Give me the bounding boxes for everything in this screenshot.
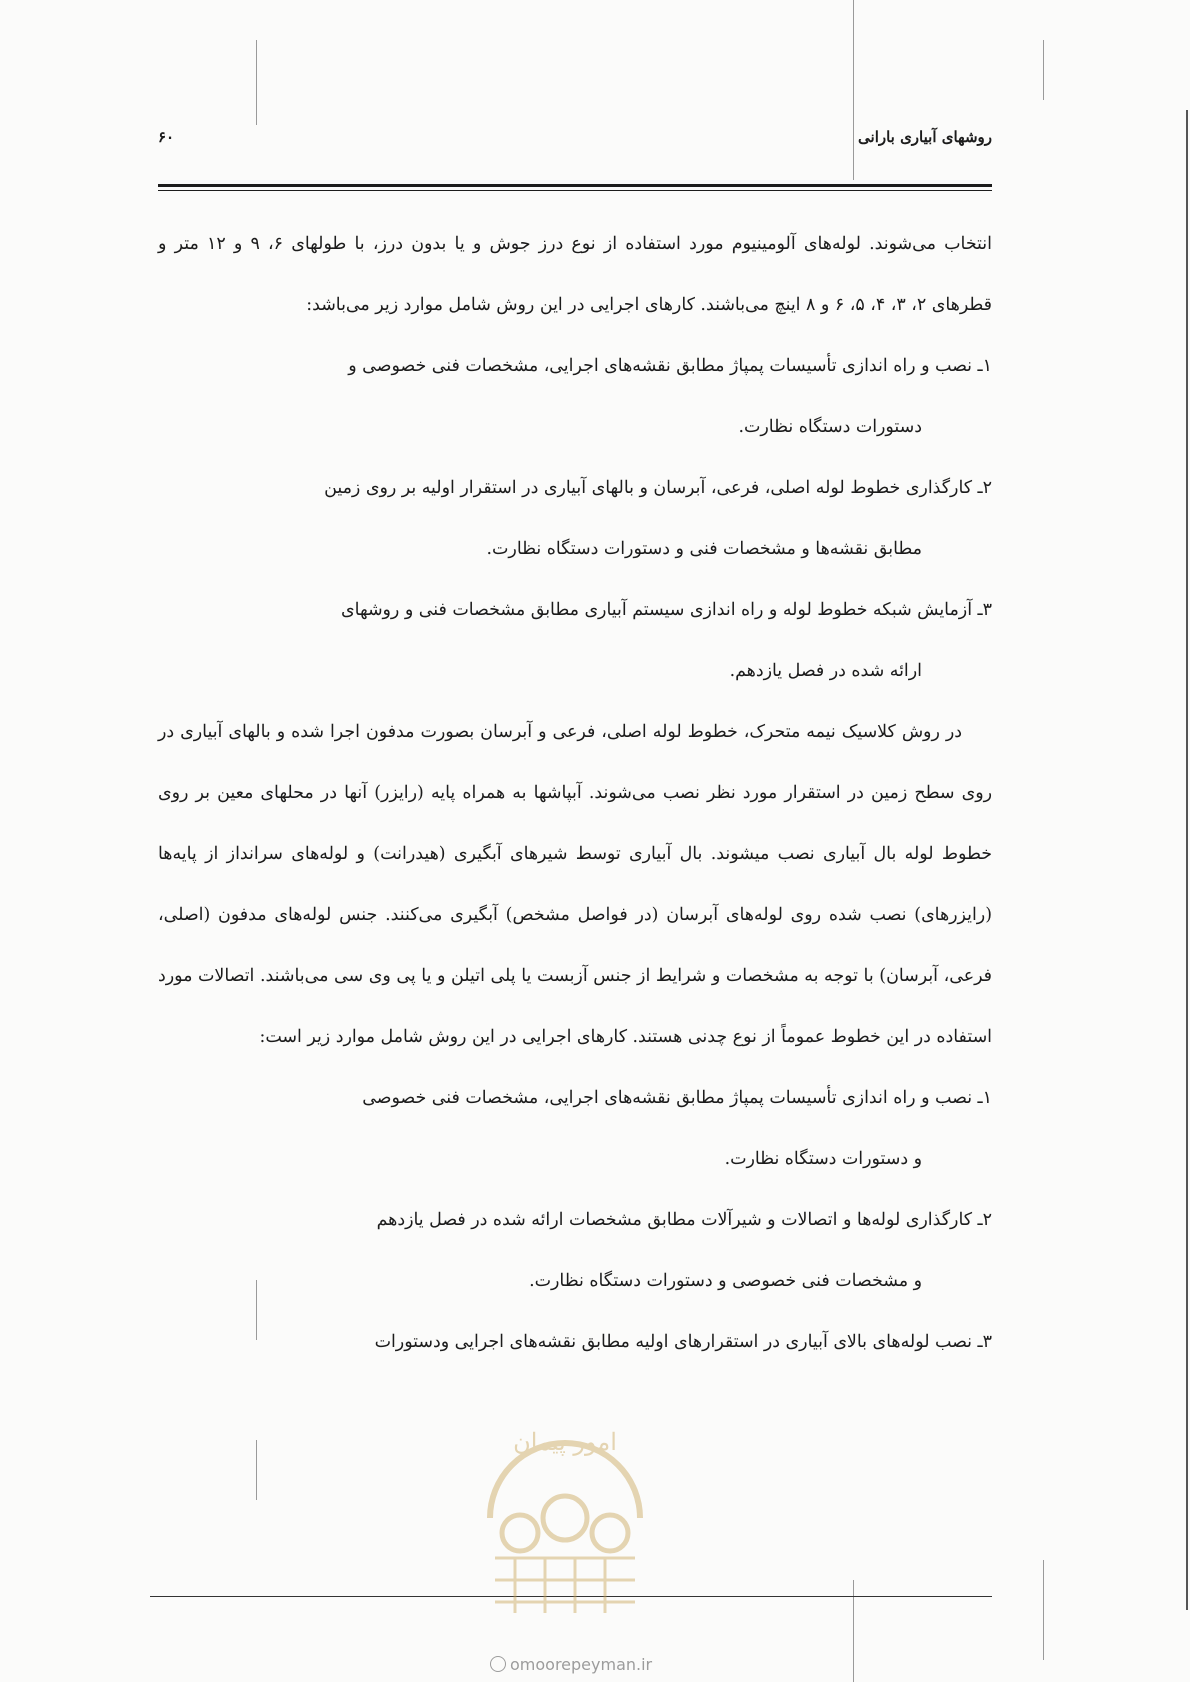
scan-line — [256, 1440, 257, 1500]
at-symbol-icon — [490, 1656, 506, 1672]
header-rule — [158, 184, 992, 187]
scales-emblem-icon — [470, 1408, 660, 1623]
paragraph: در روش کلاسیک نیمه متحرک، خطوط لوله اصلی، فرعی و آبرسان بصورت مدفون اجرا شده و بالهای آبیاری در روی سطح زمین در استقرار مورد نظر نصب می‌شوند. آبپاشها به همراه پایه (رایزر) آنها در محلهای معین بر روی خطوط لوله بال آبیاری نصب میشوند. بال آبیاری توسط شیرهای آبگیری (هیدرانت) و لوله‌های سرانداز از پایه‌ها (رایزرهای) نصب شده روی لوله‌های آبرسان (در فواصل مشخص) آبگیری می‌کنند. جنس لوله‌های مدفون (اصلی، فرعی، آبرسان) با توجه به مشخصات و شرایط از جنس آزبست یا پلی اتیلن و یا پی وی سی می‌باشند. اتصالات مورد استفاده در این خطوط عموماً از نوع چدنی هستند. کارهای اجرایی در این روش شامل موارد زیر است: — [158, 722, 992, 1047]
list-item-continuation: ارائه شده در فصل یازدهم. — [729, 661, 922, 681]
page-header — [158, 128, 992, 158]
list-item: ۳ـ نصب لوله‌های بالای آبیاری در استقرارهای اولیه مطابق نقشه‌های اجرایی ودستورات — [374, 1332, 992, 1352]
scan-line — [1043, 40, 1044, 100]
page-number: ۶۰ — [158, 128, 175, 146]
running-title: روشهای آبیاری بارانی — [858, 128, 992, 146]
list-item: ۲ـ کارگذاری خطوط لوله اصلی، فرعی، آبرسان و بالهای آبیاری در استقرار اولیه بر روی زمین — [324, 478, 992, 498]
list-item: ۱ـ نصب و راه اندازی تأسیسات پمپاژ مطابق نقشه‌های اجرایی، مشخصات فنی خصوصی و — [348, 356, 992, 376]
header-rule-thin — [158, 190, 992, 191]
list-item: ۱ـ نصب و راه اندازی تأسیسات پمپاژ مطابق نقشه‌های اجرایی، مشخصات فنی خصوصی — [362, 1088, 992, 1108]
list-item-continuation: مطابق نقشه‌ها و مشخصات فنی و دستورات دستگاه نظارت. — [486, 539, 922, 559]
scan-line — [256, 40, 257, 125]
watermark — [490, 1655, 652, 1674]
watermark-text: omoorepeyman.ir — [510, 1655, 653, 1674]
paragraph: انتخاب می‌شوند. لوله‌های آلومینیوم مورد استفاده از نوع درز جوش و یا بدون درز، با طولهای ۶، ۹ و ۱۲ متر و قطرهای ۲، ۳، ۴، ۵، ۶ و ۸ اینچ می‌باشند. کارهای اجرایی در این روش شامل موارد زیر می‌باشد: — [158, 234, 992, 315]
list-item-continuation: دستورات دستگاه نظارت. — [738, 417, 922, 437]
svg-text:امور پیمان: امور پیمان — [513, 1428, 617, 1456]
list-item: ۳ـ آزمایش شبکه خطوط لوله و راه اندازی سیستم آبیاری مطابق مشخصات فنی و روشهای — [341, 600, 992, 620]
body-text — [158, 214, 992, 1373]
scan-line — [1186, 110, 1188, 1610]
list-item-continuation: و مشخصات فنی خصوصی و دستورات دستگاه نظارت. — [529, 1271, 922, 1291]
scan-line — [1043, 1560, 1044, 1660]
list-item-continuation: و دستورات دستگاه نظارت. — [724, 1149, 922, 1169]
list-item: ۲ـ کارگذاری لوله‌ها و اتصالات و شیرآلات مطابق مشخصات ارائه شده در فصل یازدهم — [376, 1210, 992, 1230]
